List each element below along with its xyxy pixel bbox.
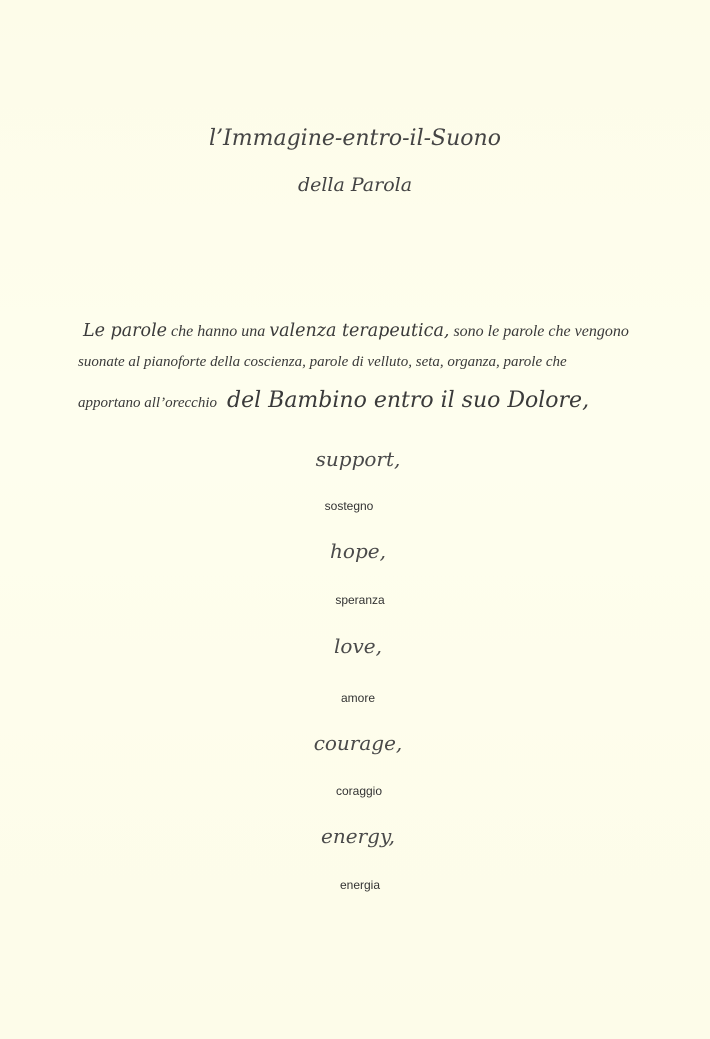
- translation-speranza: speranza: [335, 593, 385, 607]
- paragraph-emphasis: del Bambino entro il suo Dolore,: [227, 388, 590, 413]
- paragraph-text: apportano all’orecchio: [78, 395, 218, 411]
- word-support: support,: [315, 447, 401, 471]
- paragraph-line-3: [78, 388, 638, 413]
- paragraph-line-2: suonate al pianoforte della coscienza, parole di velluto, seta, organza, parole che: [78, 354, 567, 370]
- paragraph-text: Le parole: [83, 321, 168, 341]
- translation-sostegno: sostegno: [324, 499, 374, 513]
- paragraph-line-1: [83, 321, 643, 341]
- translation-coraggio: coraggio: [335, 784, 383, 798]
- word-love: love,: [334, 634, 382, 658]
- word-hope: hope,: [330, 539, 386, 563]
- paragraph-text: che hanno una: [167, 323, 270, 340]
- page-subtitle: della Parola: [297, 174, 413, 196]
- translation-energia: energia: [339, 878, 381, 892]
- paragraph-text: valenza terapeutica,: [269, 321, 450, 341]
- page-title: l’Immagine-entro-il-Suono: [209, 126, 501, 151]
- word-courage: courage,: [313, 731, 403, 755]
- translation-amore: amore: [340, 691, 375, 705]
- paragraph-text: sono le parole che vengono: [449, 323, 629, 340]
- word-energy: energy,: [321, 824, 395, 848]
